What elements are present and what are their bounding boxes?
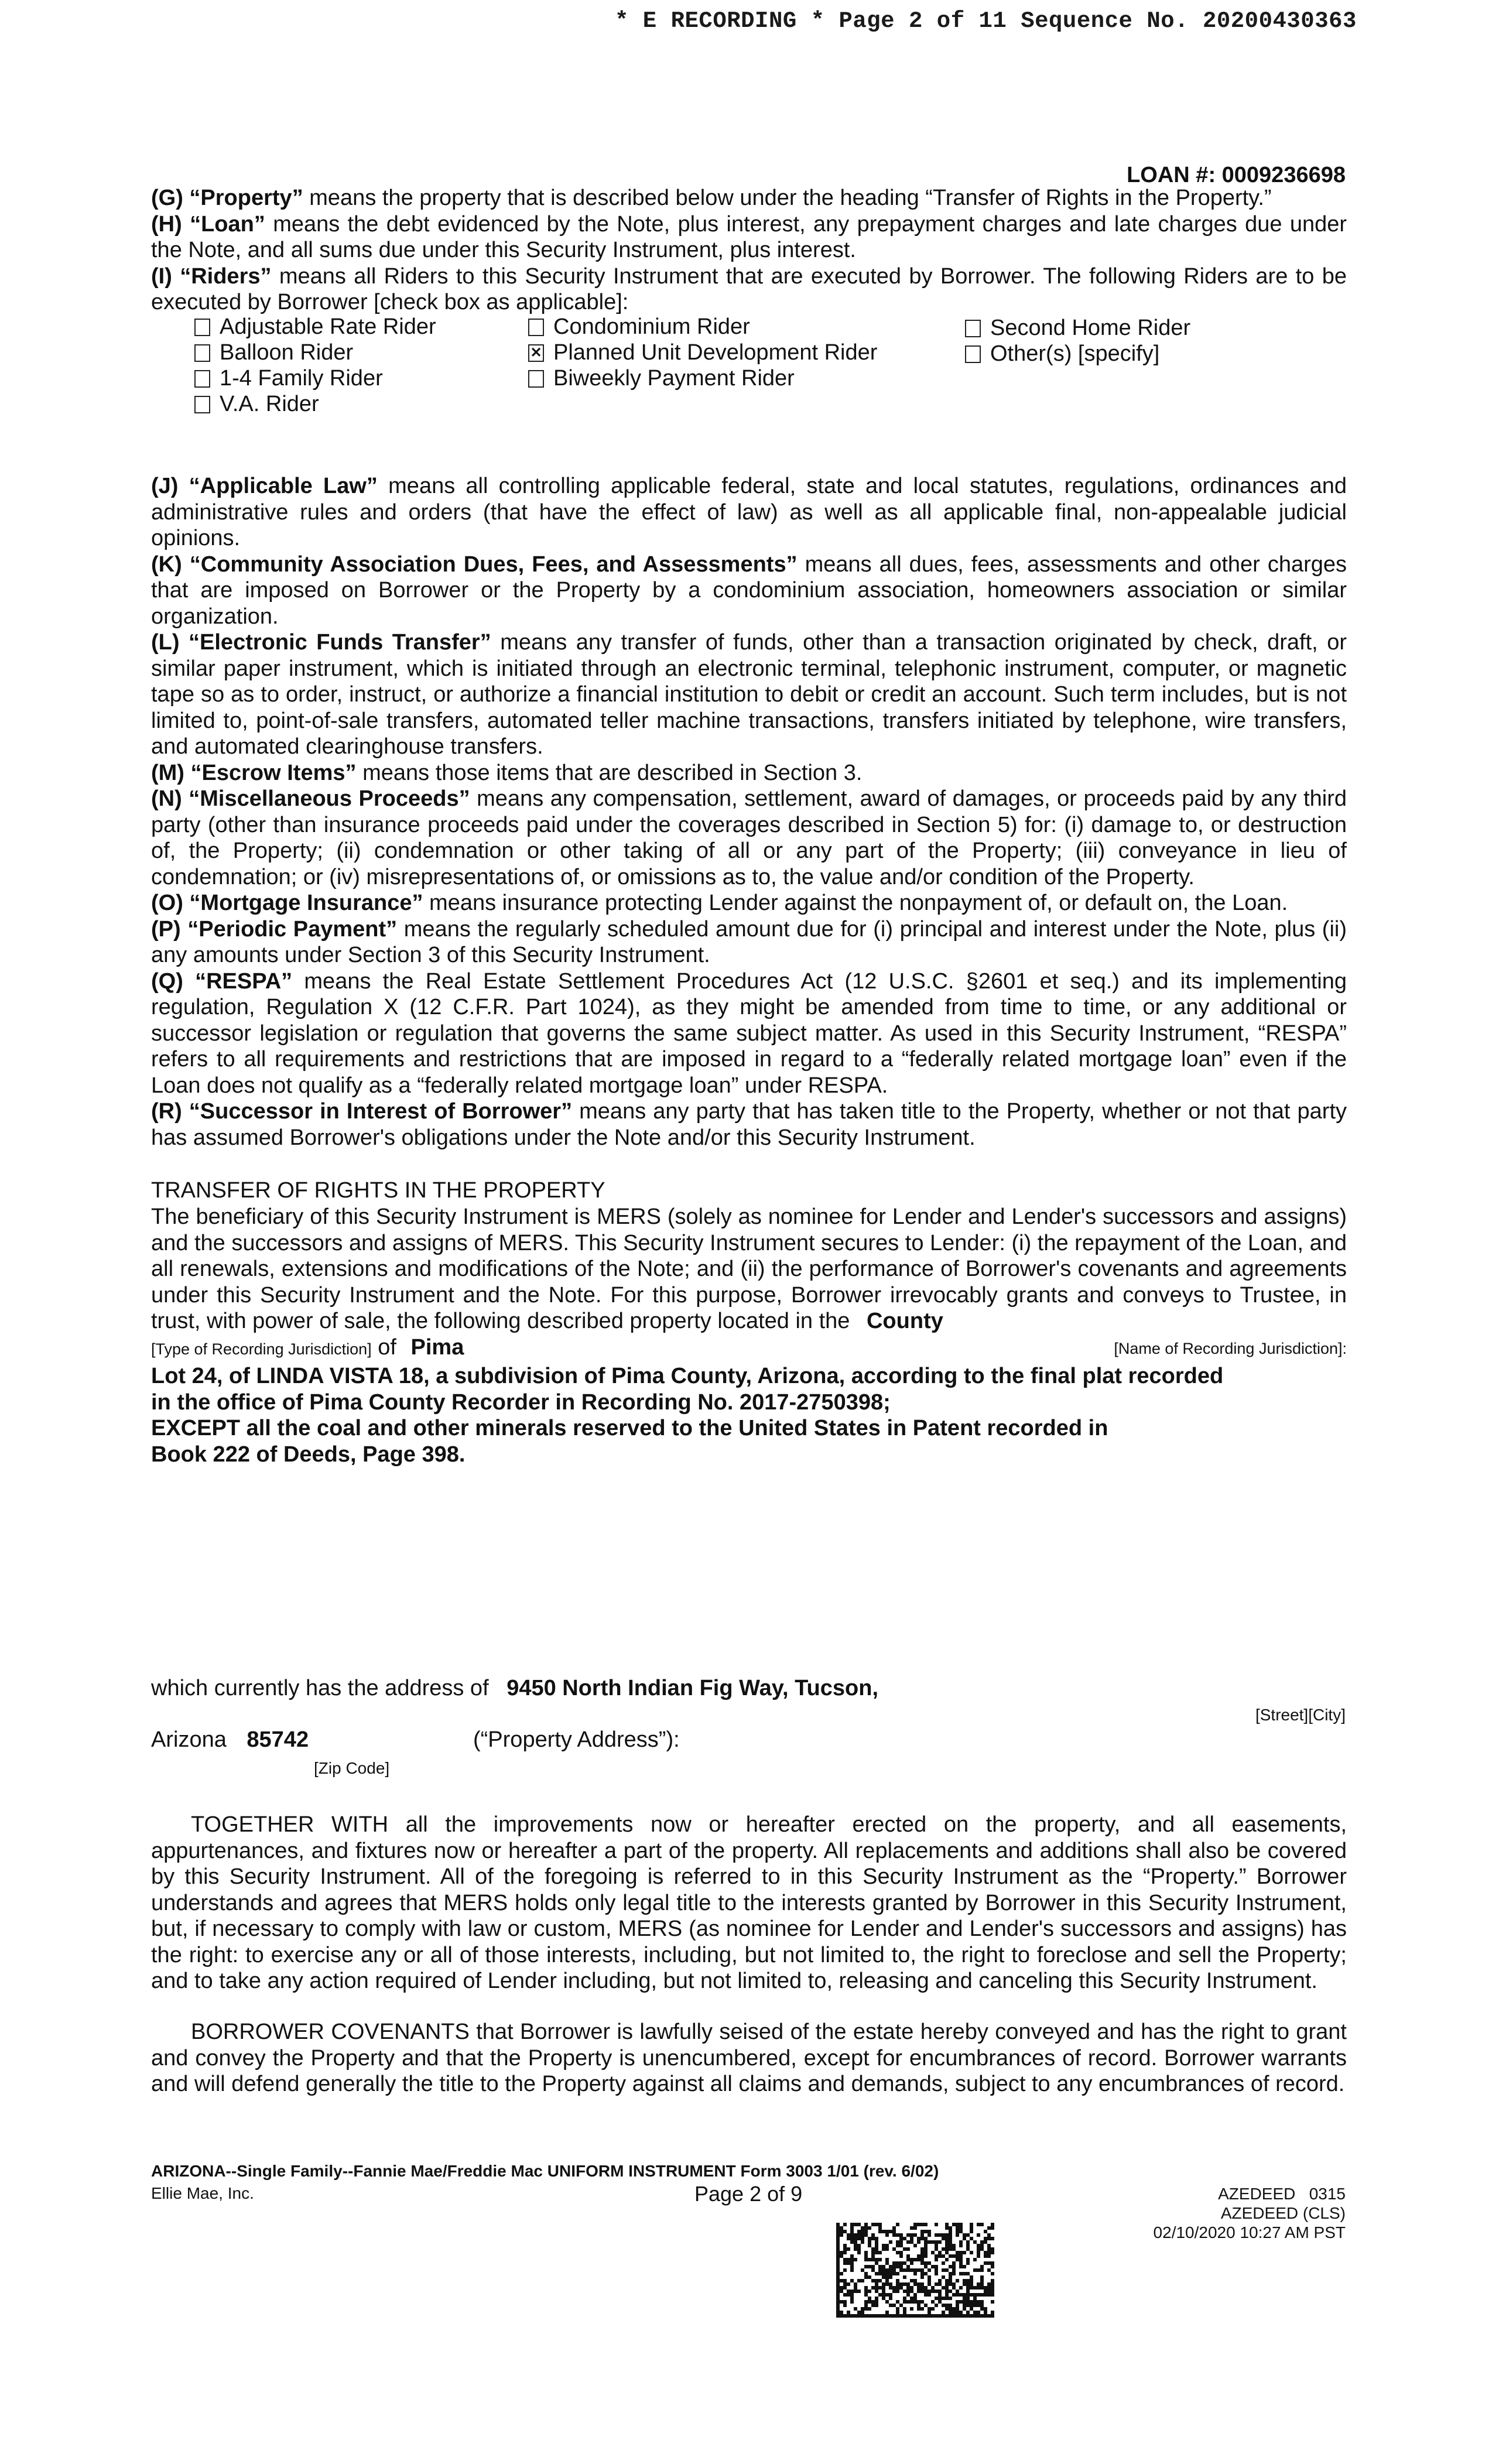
- definitions-list: [151, 473, 1347, 1151]
- rider-va: V.A. Rider: [194, 392, 319, 417]
- checkbox-adjustable-rate[interactable]: [194, 319, 210, 336]
- checkbox-1-4-family[interactable]: [194, 370, 210, 388]
- rider-1-4-family: 1-4 Family Rider: [194, 366, 383, 391]
- borrower-covenants-paragraph: BORROWER COVENANTS that Borrower is lawfully seised of the estate hereby conveyed and has the right to grant and convey the Property and that the Property is unencumbered, except for encumbrances of record. Borrower warrants and will defend generally the title to the Property against all claims and demands, subject to any encumbrances of record.: [151, 2020, 1347, 2096]
- transfer-heading: TRANSFER OF RIGHTS IN THE PROPERTY: [151, 1178, 605, 1203]
- checkbox-planned-unit-development[interactable]: ✕: [528, 344, 544, 362]
- checkbox-other[interactable]: [965, 345, 981, 363]
- definition-i: (I) “Riders” means all Riders to this Security Instrument that are executed by Borrower. The following Riders are to be executed by Borrower [check box as applicable]:: [151, 263, 1347, 314]
- street-city-value: 9450 North Indian Fig Way, Tucson,: [506, 1676, 878, 1700]
- jurisdiction-type-value: County: [866, 1309, 943, 1333]
- definition-r: (R) “Successor in Interest of Borrower” means any party that has taken title to the Property, whether or not that party has assumed Borrower's obligations under the Note and/or this Security Instrument.: [151, 1099, 1347, 1150]
- property-address-label: (“Property Address”):: [473, 1727, 680, 1752]
- checkbox-condominium[interactable]: [528, 319, 544, 336]
- jurisdiction-line: [Type of Recording Jurisdiction] of Pima [Name of Recording Jurisdiction]:: [151, 1335, 1347, 1360]
- rider-balloon: Balloon Rider: [194, 340, 353, 365]
- definition-l: (L) “Electronic Funds Transfer” means any transfer of funds, other than a transaction originated by check, draft, or similar paper instrument, which is initiated through an electronic terminal, telephonic instrument, computer, or magnetic tape so as to order, instruct, or authorize a financial institution to debit or credit an account. Such term includes, but is not limited to, point-of-sale transfers, automated teller machine transactions, transfers initiated by telephone, wire transfers, and automated clearinghouse transfers.: [151, 630, 1347, 759]
- rider-adjustable-rate: Adjustable Rate Rider: [194, 314, 436, 340]
- definitions-top: [151, 185, 1347, 316]
- jurisdiction-type-label: [Type of Recording Jurisdiction]: [151, 1340, 372, 1358]
- zip-value: 85742: [247, 1727, 309, 1752]
- footer-form-id: ARIZONA--Single Family--Fannie Mae/Freddie Mac UNIFORM INSTRUMENT Form 3003 1/01 (rev. 6/02): [151, 2162, 939, 2180]
- street-city-label: [Street][City]: [1255, 1706, 1346, 1724]
- footer-codes: AZEDEED 0315 AZEDEED (CLS) 02/10/2020 10:27 AM PST: [1153, 2185, 1346, 2241]
- definition-j: (J) “Applicable Law” means all controlling applicable federal, state and local statutes, regulations, ordinances and administrative rules and orders (that have the effect of law) as well as all applicable final, non-appealable judicial opinions.: [151, 474, 1347, 550]
- definition-k: (K) “Community Association Dues, Fees, and Assessments” means all dues, fees, assessments and other charges that are imposed on Borrower or the Property by a condominium association, homeowners association or similar organization.: [151, 552, 1347, 629]
- transfer-paragraph: The beneficiary of this Security Instrument is MERS (solely as nominee for Lender and Lender's successors and assigns) and the successors and assigns of MERS. This Security Instrument secures to Lender: (i) the repayment of the Loan, and all renewals, extensions and modifications of the Note; and (ii) the performance of Borrower's covenants and agreements under this Security Instrument and the Note. For this purpose, Borrower irrevocably grants and conveys to Trustee, in trust, with power of sale, the following described property located in the County: [151, 1204, 1347, 1333]
- jurisdiction-name-label: [Name of Recording Jurisdiction]:: [1114, 1340, 1347, 1357]
- definition-m: (M) “Escrow Items” means those items that are described in Section 3.: [151, 760, 863, 785]
- footer-page-number: Page 2 of 9: [694, 2182, 803, 2206]
- definition-n: (N) “Miscellaneous Proceeds” means any compensation, settlement, award of damages, or proceeds paid by any third party (other than insurance proceeds paid under the coverages described in Section 5) for: (i) damage to, or destruction of, the Property; (ii) condemnation or other taking of all or any part of the Property; (iii) conveyance in lieu of condemnation; or (iv) misrepresentations of, or omissions as to, the value and/or condition of the Property.: [151, 786, 1347, 889]
- rider-condominium: Condominium Rider: [528, 314, 750, 340]
- rider-biweekly-payment: Biweekly Payment Rider: [528, 366, 795, 391]
- property-address-line: which currently has the address of 9450 North Indian Fig Way, Tucson,: [151, 1676, 878, 1700]
- rider-second-home: Second Home Rider: [965, 316, 1190, 341]
- footer-company: Ellie Mae, Inc.: [151, 2184, 254, 2202]
- zip-code-label: [Zip Code]: [314, 1759, 390, 1777]
- checkbox-second-home[interactable]: [965, 320, 981, 337]
- state-value: Arizona: [151, 1727, 227, 1752]
- legal-description: Lot 24, of LINDA VISTA 18, a subdivision of Pima County, Arizona, according to the final plat recorded in the office of Pima County Recorder in Recording No. 2017-2750398; EXCEPT all the coal and other minerals reserved to the United States in Patent recorded in Book 222 of Deeds, Page 398.: [151, 1364, 1224, 1467]
- checkbox-balloon[interactable]: [194, 344, 210, 362]
- together-paragraph: TOGETHER WITH all the improvements now or hereafter erected on the property, and all easements, appurtenances, and fixtures now or hereafter a part of the property. All replacements and additions shall also be covered by this Security Instrument. All of the foregoing is referred to in this Security Instrument as the “Property.” Borrower understands and agrees that MERS holds only legal title to the interests granted by Borrower in this Security Instrument, but, if necessary to comply with law or custom, MERS (as nominee for Lender and Lender's successors and assigns) has the right: to exercise any or all of those interests, including, but not limited to, the right to foreclose and sell the Property; and to take any action required of Lender including, but not limited to, releasing and canceling this Security Instrument.: [151, 1812, 1347, 1993]
- rider-planned-unit-development: ✕ Planned Unit Development Rider: [528, 340, 877, 365]
- checkbox-va[interactable]: [194, 396, 210, 413]
- definition-p: (P) “Periodic Payment” means the regularly scheduled amount due for (i) principal and interest under the Note, plus (ii) any amounts under Section 3 of this Security Instrument.: [151, 916, 1347, 967]
- barcode-2d: [836, 2223, 997, 2319]
- checkbox-biweekly-payment[interactable]: [528, 370, 544, 388]
- loan-number: LOAN #: 0009236698: [1127, 163, 1346, 187]
- jurisdiction-name-value: Pima: [410, 1335, 464, 1360]
- definition-o: (O) “Mortgage Insurance” means insurance protecting Lender against the nonpayment of, or default on, the Loan.: [151, 891, 1288, 915]
- state-zip-line: [151, 1727, 309, 1753]
- barcode-graphic: [836, 2223, 997, 2319]
- rider-other: Other(s) [specify]: [965, 341, 1159, 367]
- definition-h: (H) “Loan” means the debt evidenced by the Note, plus interest, any prepayment charges and late charges due under the Note, and all sums due under this Security Instrument, plus interest.: [151, 211, 1347, 262]
- definition-q: (Q) “RESPA” means the Real Estate Settlement Procedures Act (12 U.S.C. §2601 et seq.) and its implementing regulation, Regulation X (12 C.F.R. Part 1024), as they might be amended from time to time, or any additional or successor legislation or regulation that governs the same subject matter. As used in this Security Instrument, “RESPA” refers to all requirements and restrictions that are imposed in regard to a “federally related mortgage loan” even if the Loan does not qualify as a “federally related mortgage loan” under RESPA.: [151, 969, 1347, 1098]
- definition-g: (G) “Property” means the property that is described below under the heading “Transfer of Rights in the Property.”: [151, 186, 1272, 210]
- recording-header: * E RECORDING * Page 2 of 11 Sequence No. 20200430363: [615, 8, 1357, 34]
